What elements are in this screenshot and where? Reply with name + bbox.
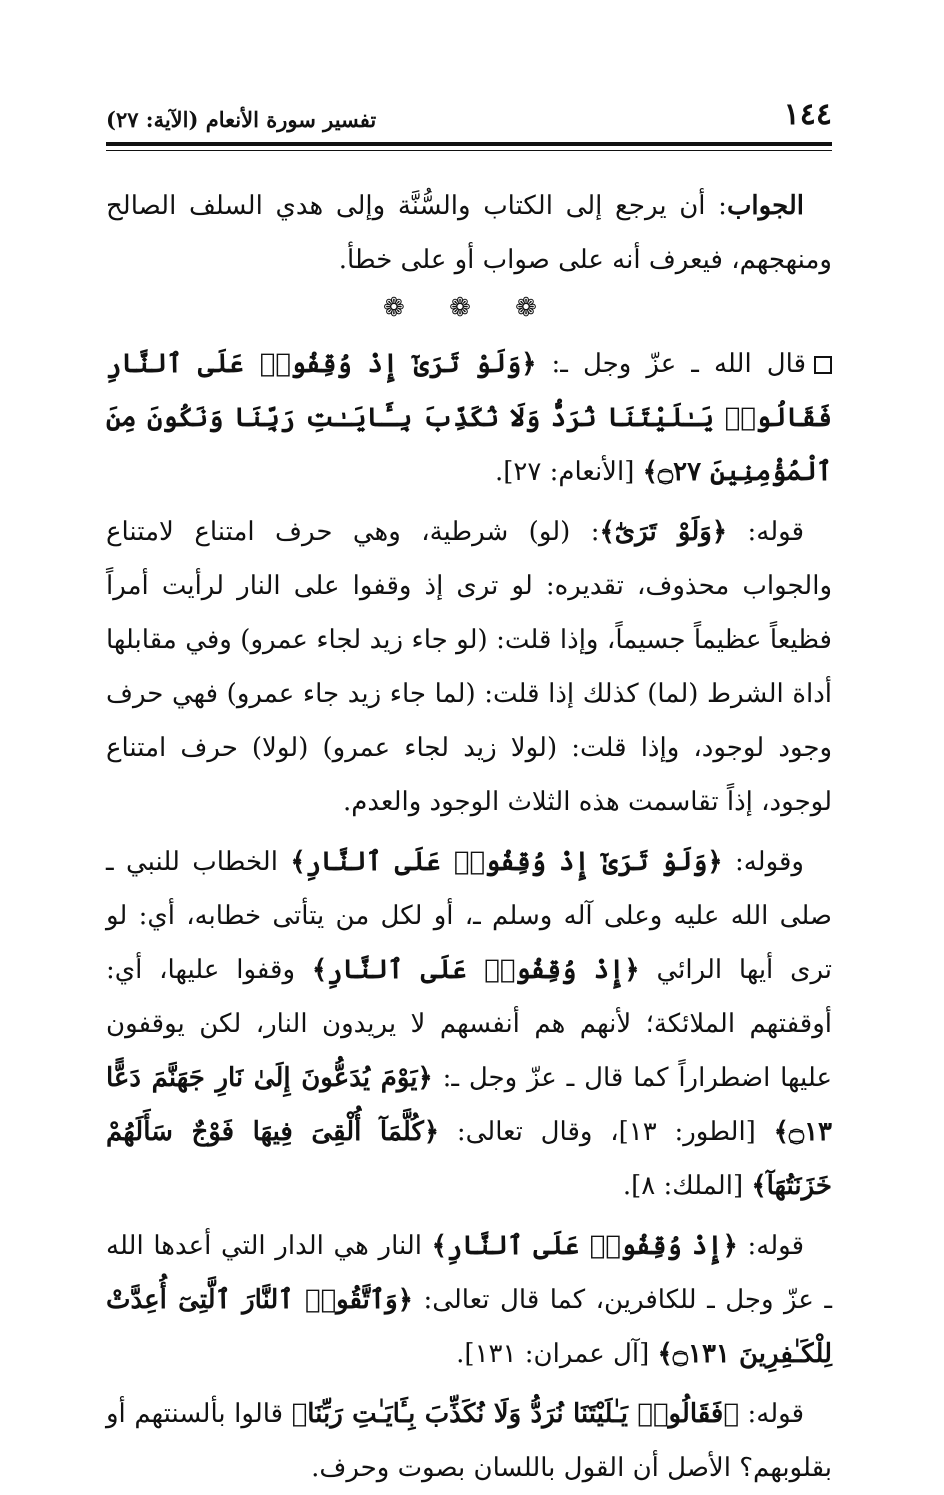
para3-text-2: [آل عمران: ١٣١]. xyxy=(456,1339,650,1369)
para1-text: : (لو) شرطية، وهي حرف امتناع لامتناع والجواب محذوف، تقديره: لو ترى إذ وقفوا على النار لرأيت أمراً فظيعاً عظيماً جسيماً، وإذا قلت: (لو جاء زيد لجاء عمرو) وفي مقابلها أداة الشرط (لما) كذلك إذا قلت: (لما جاء زيد جاء عمرو) فهي حرف وجود لوجود، وإذا قلت: (لولا زيد لجاء عمرو) (لولا) حرف امتناع لوجود، إذاً تقاسمت هذه الثلاث الوجود والعدم. xyxy=(106,517,832,817)
body-text xyxy=(106,179,832,1495)
para3-text-1: النار هي الدار التي أعدها الله ـ عزّ وجل ـ للكافرين، كما قال تعالى: xyxy=(106,1231,833,1315)
answer-text: : أن يرجع إلى الكتاب والسُّنَّة وإلى هدي السلف الصالح ومنهجهم، فيعرف أنه على صواب أو على خطأ. xyxy=(106,191,832,275)
para4-lead: قوله: xyxy=(747,1399,805,1429)
quran-quote: ﴿وَٱتَّقُوا۟ ٱلنَّارَ ٱلَّتِىٓ أُعِدَّتْ لِلْكَـٰفِرِينَ ۝١٣١﴾ xyxy=(106,1285,832,1369)
quran-quote: ﴿وَلَوْ تَرَىٰٓ﴾ xyxy=(599,517,728,547)
para2-text-2: وقفوا عليها، أي: أوقفتهم الملائكة؛ لأنهم هم أنفسهم لا يريدون النار، لكن يوقفون عليها اضطراراً كما قال ـ عزّ وجل ـ: xyxy=(106,955,833,1093)
answer-paragraph xyxy=(106,179,832,287)
paragraph-address xyxy=(106,835,832,1213)
section-separator: ❁ ❁ ❁ xyxy=(383,293,555,323)
para1-lead: قوله: xyxy=(747,517,804,547)
paragraph-speech xyxy=(106,1387,832,1495)
page-number: ١٤٤ xyxy=(783,97,832,132)
quran-quote: ﴿فَقَالُوا۟ يَـٰلَيْتَنَا نُرَدُّ وَلَا نُكَذِّبَ بِـَٔايَـٰتِ رَبِّنَا﴾ xyxy=(291,1399,739,1429)
quran-quote: ﴿وَلَوْ تَرَىٰٓ إِذْ وُقِفُوا۟ عَلَى ٱلنَّارِ﴾ xyxy=(290,847,723,877)
header-rule-thin xyxy=(106,150,832,151)
quran-verse: ﴿وَلَوْ تَرَىٰٓ إِذْ وُقِفُوا۟ عَلَى ٱلنَّارِ فَقَالُوا۟ يَـٰلَيْتَنَا نُرَدُّ وَلَا نُكَذِّبَ بِـَٔايَـٰتِ رَبِّنَا وَنَكُونَ مِنَ ٱلْمُؤْمِنِينَ ۝٢٧﴾ xyxy=(106,349,832,487)
para2-lead: وقوله: xyxy=(734,847,804,877)
header-rule-thick xyxy=(106,142,832,146)
verse-intro: قال الله ـ عزّ وجل ـ: xyxy=(551,349,806,379)
para2-text-3: [الطور: ١٣]، وقال تعالى: xyxy=(456,1117,756,1147)
paragraph-fire xyxy=(106,1219,832,1381)
para2-text-1: الخطاب للنبي ـ صلى الله عليه وعلى آله وسلم ـ، أو لكل من يتأتى خطابه، أي: لو ترى أيها الرائي xyxy=(106,847,833,985)
answer-lead: الجواب xyxy=(726,191,804,221)
verse-reference: [الأنعام: ٢٧]. xyxy=(495,457,635,487)
quran-quote: ﴿كُلَّمَآ أُلْقِىَ فِيهَا فَوْجٌ سَأَلَهُمْ خَزَنَتُهَآ﴾ xyxy=(106,1117,832,1201)
verse-block xyxy=(106,337,832,499)
para2-text-4: [الملك: ٨]. xyxy=(622,1171,744,1201)
quran-quote: ﴿يَوْمَ يُدَعُّونَ إِلَىٰ نَارِ جَهَنَّمَ دَعًّا ۝١٣﴾ xyxy=(106,1063,833,1147)
running-title: تفسير سورة الأنعام (الآية: ٢٧) xyxy=(106,107,377,132)
quran-quote: ﴿إِذْ وُقِفُوا۟ عَلَى ٱلنَّارِ﴾ xyxy=(311,955,640,985)
paragraph-law xyxy=(106,505,832,829)
square-marker-icon xyxy=(814,356,832,374)
quran-quote: ﴿إِذْ وُقِفُوا۟ عَلَى ٱلنَّارِ﴾ xyxy=(431,1231,738,1261)
page-header xyxy=(106,92,832,132)
para3-lead: قوله: xyxy=(747,1231,804,1261)
para4-text: قالوا بألسنتهم أو بقلوبهم؟ الأصل أن القول باللسان بصوت وحرف. xyxy=(106,1399,832,1483)
